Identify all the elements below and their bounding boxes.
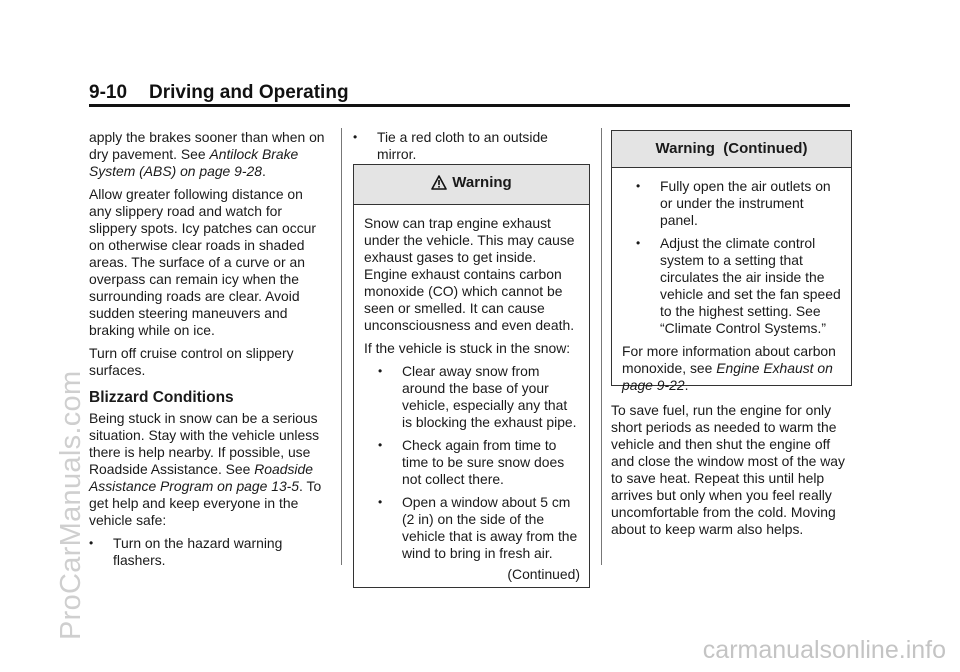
list-item: • Check again from time to time to be sure snow does not collect there. xyxy=(378,437,565,487)
column-divider-1 xyxy=(341,128,342,565)
bullet-icon: • xyxy=(636,179,641,193)
list-item: • Turn on the hazard warning flashers. xyxy=(89,535,283,568)
warning-title: Warning xyxy=(452,174,512,191)
warning-title: Warning (Continued) xyxy=(655,140,808,157)
header-rule xyxy=(89,104,850,107)
paragraph: If the vehicle is stuck in the snow: xyxy=(364,340,571,356)
list-item: • Tie a red cloth to an outside mirror. xyxy=(353,129,548,162)
paragraph: Allow greater following distance on any slippery road and watch for slippery spots. Icy patches can occur on otherwise clear roads in shaded areas. The surface of a curve or an overpass can remain icy when the surrounding roads are clear. Avoid sudden steering maneuvers and braking while on ice. xyxy=(89,186,316,338)
section-heading: Blizzard Conditions xyxy=(89,389,234,406)
warning-triangle-icon xyxy=(431,175,447,194)
paragraph: For more information about carbon monoxide, see Engine Exhaust on page 9-22. xyxy=(622,343,836,393)
list-item: • Open a window about 5 cm (2 in) on the side of the vehicle that is away from the wind to bring in fresh air. xyxy=(378,494,578,561)
column-divider-2 xyxy=(601,128,602,565)
warning-body xyxy=(612,168,851,404)
bullet-icon: • xyxy=(378,438,383,452)
watermark-bottom: carmanualsonline.info xyxy=(702,636,946,664)
warning-box-continued xyxy=(611,130,852,393)
bullet-icon: • xyxy=(378,495,383,509)
paragraph: Turn off cruise control on slippery surfaces. xyxy=(89,345,294,378)
list-item: • Clear away snow from around the base of your vehicle, especially any that is blocking the exhaust pipe. xyxy=(378,363,577,430)
paragraph: To save fuel, run the engine for only short periods as needed to warm the vehicle and then shut the engine off and close the window most of the way to save heat. Repeat this until help arrives but only when you feel really uncomfortable from the cold. Moving about to keep warm also helps. xyxy=(611,402,845,537)
section-title: Driving and Operating xyxy=(149,82,349,103)
watermark-side: ProCarManuals.com xyxy=(55,370,87,640)
column-3 xyxy=(611,402,853,544)
paragraph: Being stuck in snow can be a serious situation. Stay with the vehicle unless there is help nearby. If possible, use Roadside Assistance. See Roadside Assistance Program on page 13-5. To get help and keep everyone in the vehicle safe: xyxy=(89,410,322,528)
paragraph: apply the brakes sooner than when on dry pavement. See Antilock Brake System (ABS) on page 9-28. xyxy=(89,129,325,179)
warning-header xyxy=(354,165,589,205)
paragraph: Snow can trap engine exhaust under the vehicle. This may cause exhaust gases to get inside. Engine exhaust contains carbon monoxide (CO) which cannot be seen or smelled. It can cause unconsciousness and even death. xyxy=(364,215,575,333)
warning-box xyxy=(353,164,590,588)
cross-reference: Roadside Assistance Program on page 13-5 xyxy=(89,461,313,494)
bullet-icon: • xyxy=(89,536,94,550)
list-item: • Fully open the air outlets on or under the instrument panel. xyxy=(636,178,831,228)
list-item: • Adjust the climate control system to a setting that circulates the air inside the vehicle and set the fan speed to the highest setting. See “Climate Control Systems.” xyxy=(636,235,841,336)
continued-label: (Continued) xyxy=(507,566,580,582)
cross-reference: Antilock Brake System (ABS) on page 9-28 xyxy=(89,146,299,179)
warning-header xyxy=(612,131,851,168)
column-1 xyxy=(89,129,329,575)
bullet-icon: • xyxy=(636,236,641,250)
cross-reference: Engine Exhaust on page 9-22 xyxy=(622,360,833,393)
bullet-icon: • xyxy=(378,364,383,378)
page-number: 9-10 xyxy=(89,82,128,103)
warning-body xyxy=(354,205,589,587)
page-header xyxy=(89,82,349,104)
bullet-icon: • xyxy=(353,130,358,144)
column-2 xyxy=(353,129,589,163)
